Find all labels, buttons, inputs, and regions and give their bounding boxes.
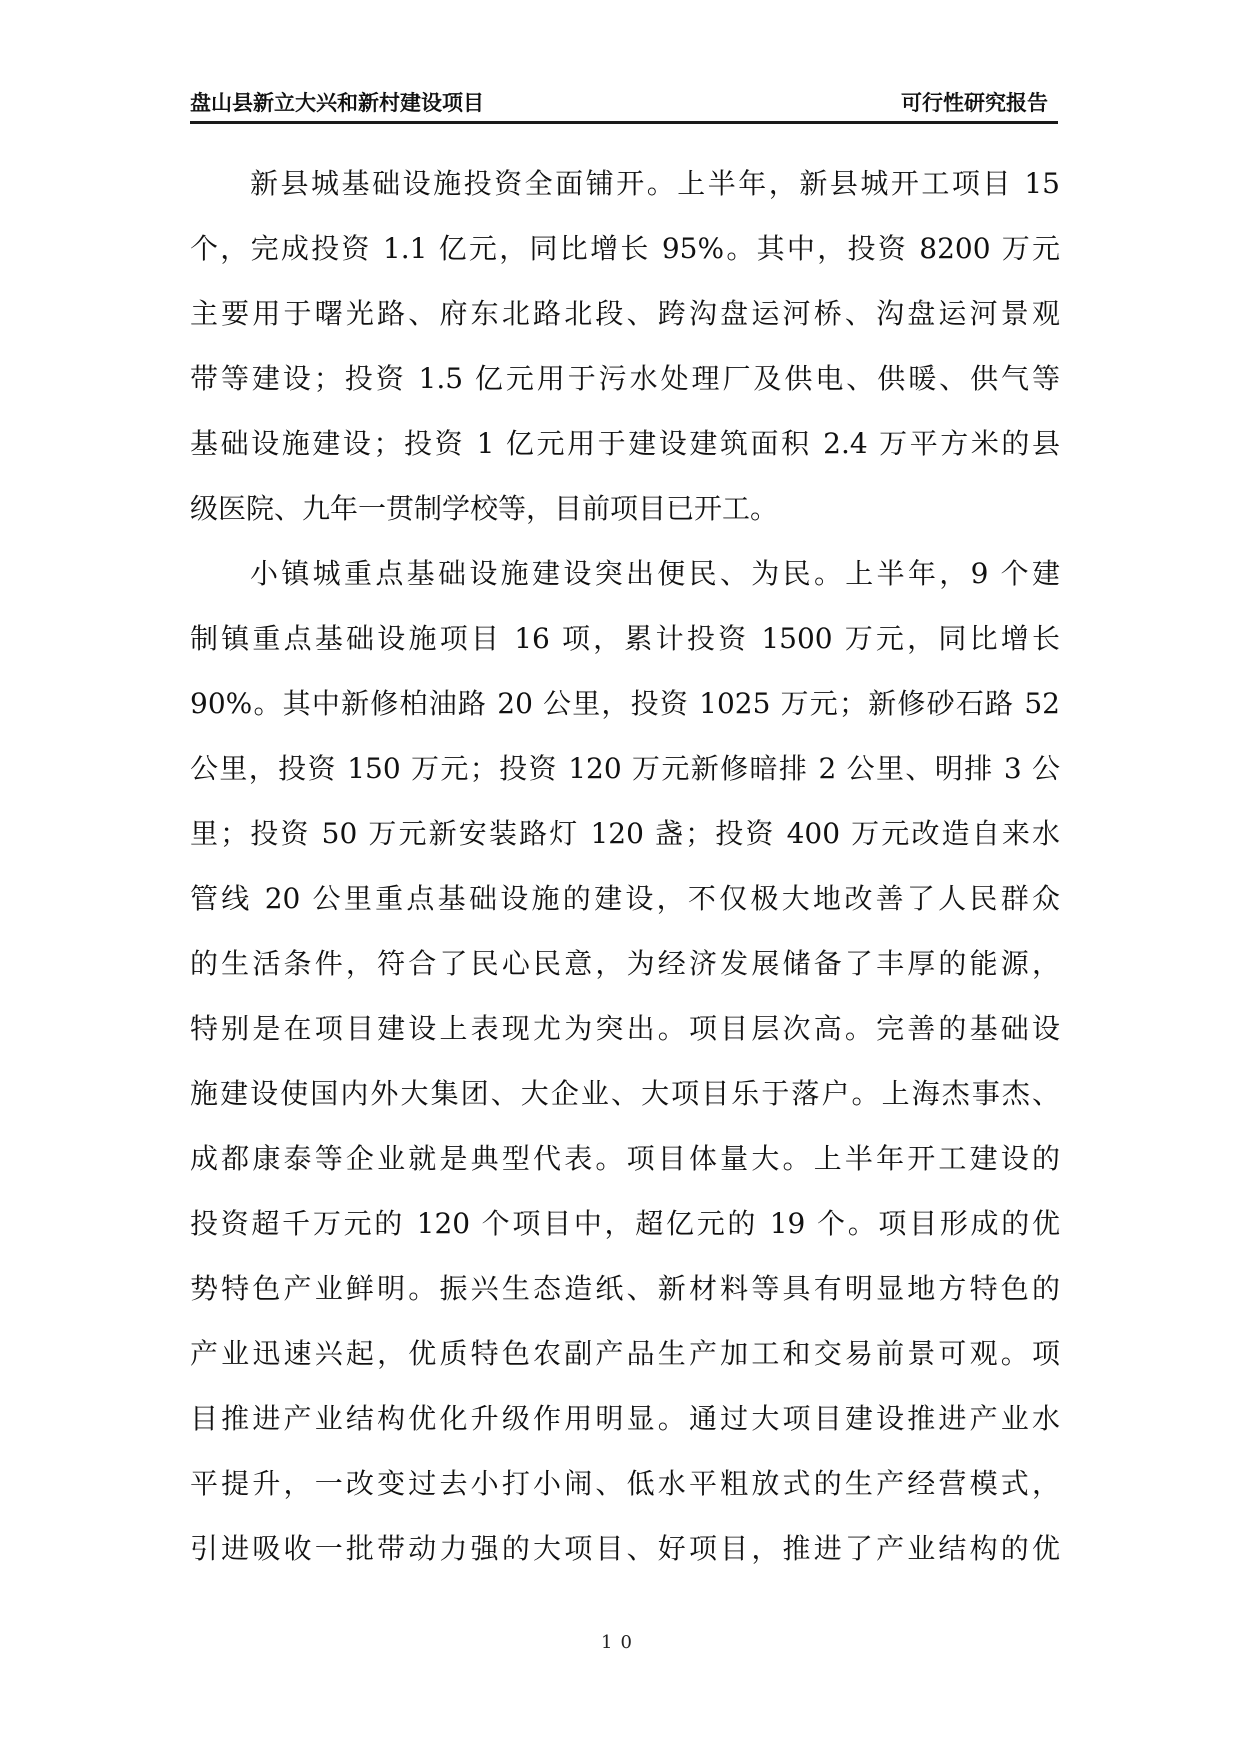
- body-text: [190, 155, 1060, 1585]
- text-line: 管线 20 公里重点基础设施的建设，不仅极大地改善了人民群众: [190, 882, 1060, 915]
- text-line: 目推进产业结构优化升级作用明显。通过大项目建设推进产业水: [190, 1402, 1060, 1435]
- text-line: 制镇重点基础设施项目 16 项，累计投资 1500 万元，同比增长: [190, 622, 1060, 655]
- document-project-title: 盘山县新立大兴和新村建设项目: [190, 91, 484, 115]
- text-line: 施建设使国内外大集团、大企业、大项目乐于落户。上海杰事杰、: [190, 1077, 1060, 1110]
- text-line: 成都康泰等企业就是典型代表。项目体量大。上半年开工建设的: [190, 1142, 1060, 1175]
- text-line: 特别是在项目建设上表现尤为突出。项目层次高。完善的基础设: [190, 1012, 1060, 1045]
- text-line: 引进吸收一批带动力强的大项目、好项目，推进了产业结构的优: [190, 1532, 1060, 1565]
- text-line: 的生活条件，符合了民心民意，为经济发展储备了丰厚的能源，: [190, 947, 1060, 980]
- text-line: 带等建设；投资 1.5 亿元用于污水处理厂及供电、供暖、供气等: [190, 362, 1060, 395]
- text-line: 主要用于曙光路、府东北路北段、跨沟盘运河桥、沟盘运河景观: [190, 297, 1060, 330]
- text-line: 产业迅速兴起，优质特色农副产品生产加工和交易前景可观。项: [190, 1337, 1060, 1370]
- page-header: [190, 86, 1058, 124]
- page-number: 10: [601, 1632, 640, 1653]
- text-line: 平提升，一改变过去小打小闹、低水平粗放式的生产经营模式，: [190, 1467, 1060, 1500]
- paragraph: [190, 155, 1060, 545]
- text-line: 级医院、九年一贯制学校等，目前项目已开工。: [190, 492, 779, 525]
- text-line: 新县城基础设施投资全面铺开。上半年，新县城开工项目 15: [250, 167, 1060, 200]
- text-line: 个，完成投资 1.1 亿元，同比增长 95%。其中，投资 8200 万元: [190, 232, 1060, 265]
- text-line: 小镇城重点基础设施建设突出便民、为民。上半年，9 个建: [250, 557, 1060, 590]
- document-report-type: 可行性研究报告: [901, 91, 1048, 115]
- text-line: 90%。其中新修柏油路 20 公里，投资 1025 万元；新修砂石路 52: [190, 687, 1060, 720]
- paragraph: [190, 545, 1060, 1585]
- text-line: 势特色产业鲜明。振兴生态造纸、新材料等具有明显地方特色的: [190, 1272, 1060, 1305]
- text-line: 里；投资 50 万元新安装路灯 120 盏；投资 400 万元改造自来水: [190, 817, 1060, 850]
- text-line: 基础设施建设；投资 1 亿元用于建设建筑面积 2.4 万平方米的县: [190, 427, 1060, 460]
- text-line: 投资超千万元的 120 个项目中，超亿元的 19 个。项目形成的优: [190, 1207, 1060, 1240]
- text-line: 公里，投资 150 万元；投资 120 万元新修暗排 2 公里、明排 3 公: [190, 752, 1060, 785]
